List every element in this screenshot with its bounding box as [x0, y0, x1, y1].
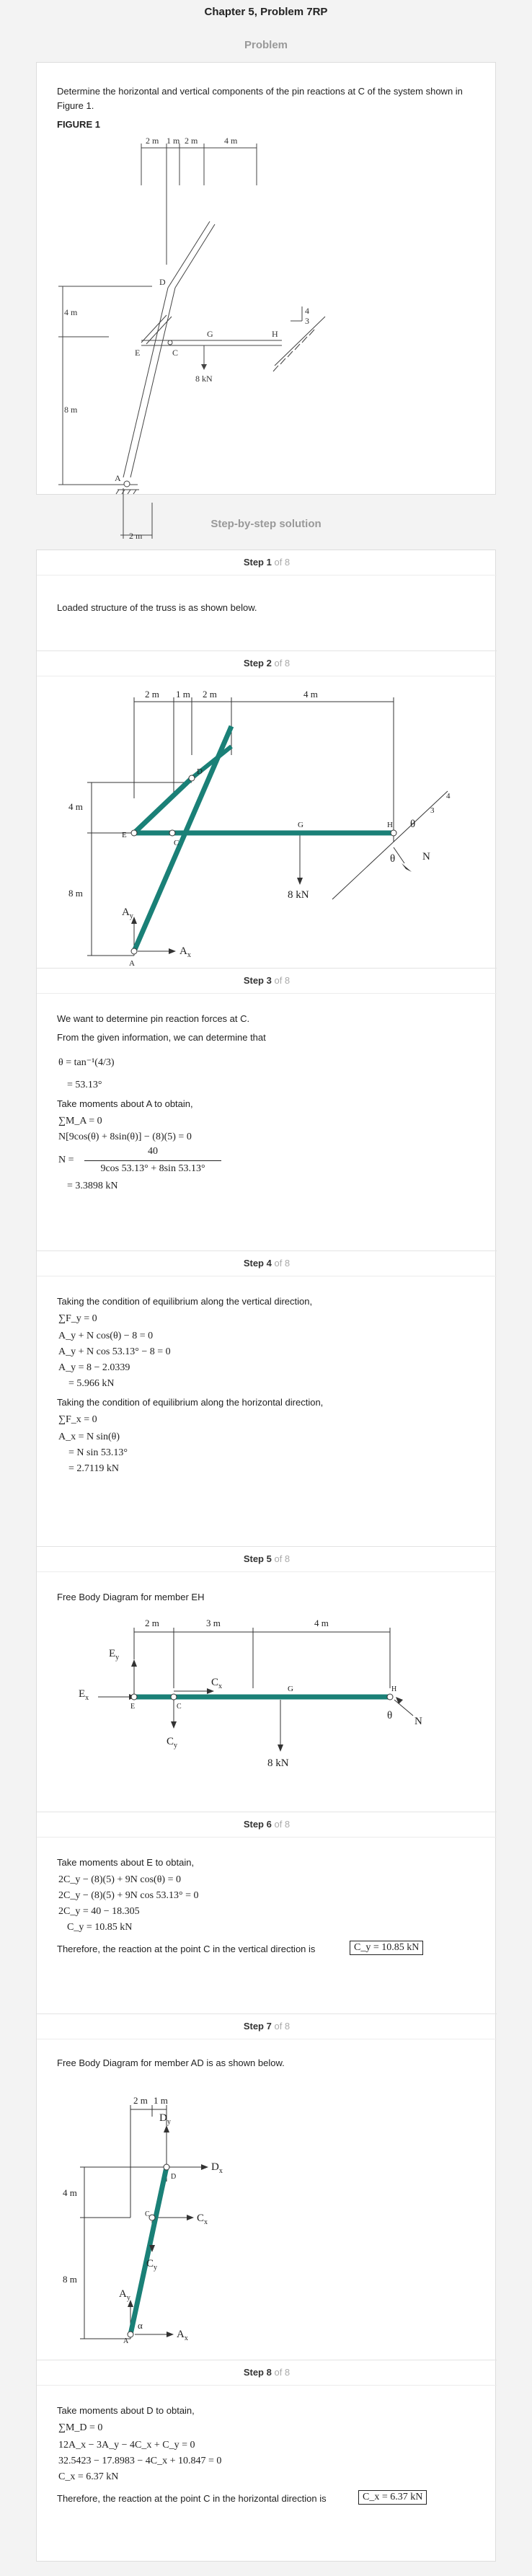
fig2-h2: 8 m — [68, 888, 83, 899]
step-3-eq4-lhs: N = — [58, 1155, 74, 1165]
fig1-slope-a: 4 — [305, 306, 309, 316]
fig7-point-d: D — [171, 2173, 177, 2181]
fig5-ex: $E_x$ — [79, 1688, 89, 1702]
step-3-eq3: N[9cos(θ) + 8sin(θ)] − (8)(5) = 0 — [58, 1132, 192, 1142]
step-4-eq9: = 2.7119 kN — [68, 1463, 119, 1474]
fig1-d1: 2 m — [146, 136, 159, 146]
solution-label: Step-by-step solution — [210, 518, 322, 530]
fig1-bottom: 2 m — [129, 531, 143, 541]
step-8-text-2: Therefore, the reaction at the point C in the horizontal direction is — [57, 2493, 327, 2504]
step-8-result: C_x = 6.37 kN — [358, 2490, 427, 2505]
fig7-h2: 8 m — [63, 2274, 77, 2285]
step-7-text: Free Body Diagram for member AD is as shown below. — [57, 2057, 285, 2068]
fig2-point-e: E — [122, 831, 127, 839]
step-4-eq6: ∑F_x = 0 — [58, 1414, 97, 1425]
fig1-d3: 2 m — [185, 136, 198, 146]
step-8-text-1: Take moments about D to obtain, — [57, 2405, 195, 2416]
fig5-ey: $E_y$ — [109, 1648, 120, 1662]
fig2-theta-2: θ — [390, 853, 396, 865]
step-3-text-2: From the given information, we can determine that — [57, 1032, 266, 1043]
step-3-eq4-num: 40 — [148, 1146, 158, 1157]
fig7-h1: 4 m — [63, 2187, 77, 2198]
fig2-point-a: A — [129, 959, 135, 968]
fig7-cx: $C_x$ — [197, 2213, 208, 2226]
fig2-theta-1: θ — [410, 819, 416, 830]
fig1-h2: 8 m — [64, 405, 78, 415]
fig5-cy: $C_y$ — [167, 1736, 178, 1750]
fig2-d1: 2 m — [145, 689, 159, 700]
fig2-d2: 1 m — [176, 689, 190, 700]
step-8-eq1: ∑M_D = 0 — [58, 2422, 103, 2433]
fig2-load: 8 kN — [288, 889, 309, 901]
step-3-eq1: θ = tan⁻¹(4/3) — [58, 1057, 115, 1068]
step-7-figure — [58, 2073, 347, 2355]
fig5-point-c: C — [177, 1703, 182, 1711]
step-6-eq3: 2C_y = 40 − 18.305 — [58, 1906, 140, 1917]
step-1-header: Step 1 of 8 — [37, 550, 497, 575]
step-2-header: Step 2 of 8 — [37, 651, 497, 676]
step-5-header: Step 5 of 8 — [37, 1547, 497, 1572]
fig5-theta: θ — [387, 1710, 393, 1721]
fig2-d3: 2 m — [203, 689, 217, 700]
figure-label: FIGURE 1 — [57, 119, 100, 130]
fig7-ax: $A_x$ — [177, 2329, 188, 2342]
step-2 — [37, 651, 497, 969]
step-6-text-1: Take moments about E to obtain, — [57, 1857, 195, 1868]
fig5-point-h: H — [391, 1685, 397, 1693]
step-7-header: Step 7 of 8 — [37, 2014, 497, 2039]
step-4-header: Step 4 of 8 — [37, 1251, 497, 1276]
page-title: Chapter 5, Problem 7RP — [204, 6, 328, 18]
fig1-d2: 1 m — [167, 136, 180, 146]
fig2-slope-4: 4 — [446, 792, 451, 800]
fig2-point-d: D — [197, 767, 203, 776]
step-6-text-2: Therefore, the reaction at the point C in the vertical direction is — [57, 1944, 316, 1954]
fig5-n: N — [414, 1716, 422, 1727]
fig1-point-a: A — [115, 473, 121, 483]
fig2-ax: $A_x$ — [179, 945, 191, 959]
step-5 — [37, 1547, 497, 1812]
step-3-fraction-bar — [84, 1160, 221, 1161]
fig1-point-g: G — [207, 329, 213, 339]
step-3-eq2: ∑M_A = 0 — [58, 1116, 102, 1126]
step-3-eq5: = 3.3898 kN — [67, 1181, 118, 1191]
step-6-eq4: C_y = 10.85 kN — [67, 1922, 133, 1933]
fig7-dx: $D_x$ — [211, 2161, 223, 2175]
step-3-eq1b: = 53.13° — [67, 1080, 102, 1090]
step-5-figure — [58, 1616, 476, 1804]
fig1-slope-b: 3 — [305, 316, 309, 326]
problem-label: Problem — [244, 39, 288, 51]
step-1 — [37, 550, 497, 651]
fig7-d2: 1 m — [154, 2095, 168, 2106]
fig2-point-g: G — [298, 821, 303, 829]
step-8-eq2: 12A_x − 3A_y − 4C_x + C_y = 0 — [58, 2440, 195, 2451]
step-4-eq7: A_x = N sin(θ) — [58, 1432, 120, 1442]
step-3-text-1: We want to determine pin reaction forces at C. — [57, 1013, 250, 1024]
fig1-d4: 4 m — [224, 136, 238, 146]
fig7-point-a: A — [123, 2337, 129, 2345]
step-5-text: Free Body Diagram for member EH — [57, 1592, 205, 1602]
fig2-n: N — [422, 851, 430, 863]
step-4-eq1: ∑F_y = 0 — [58, 1313, 97, 1324]
step-6-eq2: 2C_y − (8)(5) + 9N cos 53.13° = 0 — [58, 1890, 199, 1901]
step-3-header: Step 3 of 8 — [37, 969, 497, 994]
step-2-figure — [58, 683, 476, 968]
fig1-point-c: C — [172, 348, 179, 358]
solution-card — [36, 550, 496, 2562]
fig7-point-c: C — [145, 2210, 150, 2218]
fig2-point-c: C — [174, 839, 179, 847]
step-4-eq2: A_y + N cos(θ) − 8 = 0 — [58, 1331, 154, 1341]
fig5-cx: $C_x$ — [211, 1677, 223, 1690]
step-3 — [37, 969, 497, 1251]
fig2-slope-3: 3 — [430, 806, 435, 815]
step-4-eq4: A_y = 8 − 2.0339 — [58, 1362, 130, 1373]
problem-text: Determine the horizontal and vertical components of the pin reactions at C of the system shown in Figure 1. — [57, 86, 463, 111]
fig7-alpha: α — [138, 2320, 143, 2331]
fig7-d1: 2 m — [133, 2095, 148, 2106]
fig7-dy: $D_y$ — [159, 2112, 171, 2126]
step-3-eq4-den: 9cos 53.13° + 8sin 53.13° — [100, 1163, 205, 1174]
fig5-d3: 4 m — [314, 1618, 329, 1628]
step-8 — [37, 2360, 497, 2562]
step-6 — [37, 1812, 497, 2014]
fig5-d2: 3 m — [206, 1618, 221, 1628]
step-4-eq5: = 5.966 kN — [68, 1378, 115, 1389]
fig1-point-h: H — [272, 329, 278, 339]
fig5-point-g: G — [288, 1685, 293, 1693]
fig1-point-d: D — [159, 277, 166, 287]
step-4-eq3: A_y + N cos 53.13° − 8 = 0 — [58, 1346, 171, 1357]
fig2-h1: 4 m — [68, 801, 83, 812]
step-1-text: Loaded structure of the truss is as shown below. — [57, 602, 257, 613]
step-4-eq8: = N sin 53.13° — [68, 1447, 128, 1458]
step-8-eq4: C_x = 6.37 kN — [58, 2471, 119, 2482]
step-6-eq1: 2C_y − (8)(5) + 9N cos(θ) = 0 — [58, 1874, 181, 1885]
fig5-d1: 2 m — [145, 1618, 159, 1628]
fig2-ay: $A_y$ — [122, 907, 133, 920]
fig1-h1: 4 m — [64, 307, 78, 317]
step-3-text-3: Take moments about A to obtain, — [57, 1098, 193, 1109]
step-4 — [37, 1251, 497, 1547]
fig1-point-e: E — [135, 348, 141, 358]
fig2-d4: 4 m — [303, 689, 318, 700]
step-4-text-1: Taking the condition of equilibrium along the vertical direction, — [57, 1296, 313, 1307]
step-4-text-2: Taking the condition of equilibrium along the horizontal direction, — [57, 1397, 324, 1408]
step-6-header: Step 6 of 8 — [37, 1812, 497, 1838]
fig7-ay: $A_y$ — [119, 2288, 130, 2302]
step-6-result: C_y = 10.85 kN — [350, 1941, 423, 1955]
fig7-cy: $C_y$ — [146, 2258, 158, 2272]
fig5-point-e: E — [130, 1703, 136, 1711]
step-8-eq3: 32.5423 − 17.8983 − 4C_x + 10.847 = 0 — [58, 2456, 222, 2466]
step-8-header: Step 8 of 8 — [37, 2360, 497, 2386]
fig1-load: 8 kN — [195, 374, 213, 384]
fig5-load: 8 kN — [267, 1757, 289, 1769]
step-7 — [37, 2014, 497, 2360]
fig2-point-h: H — [387, 821, 393, 829]
